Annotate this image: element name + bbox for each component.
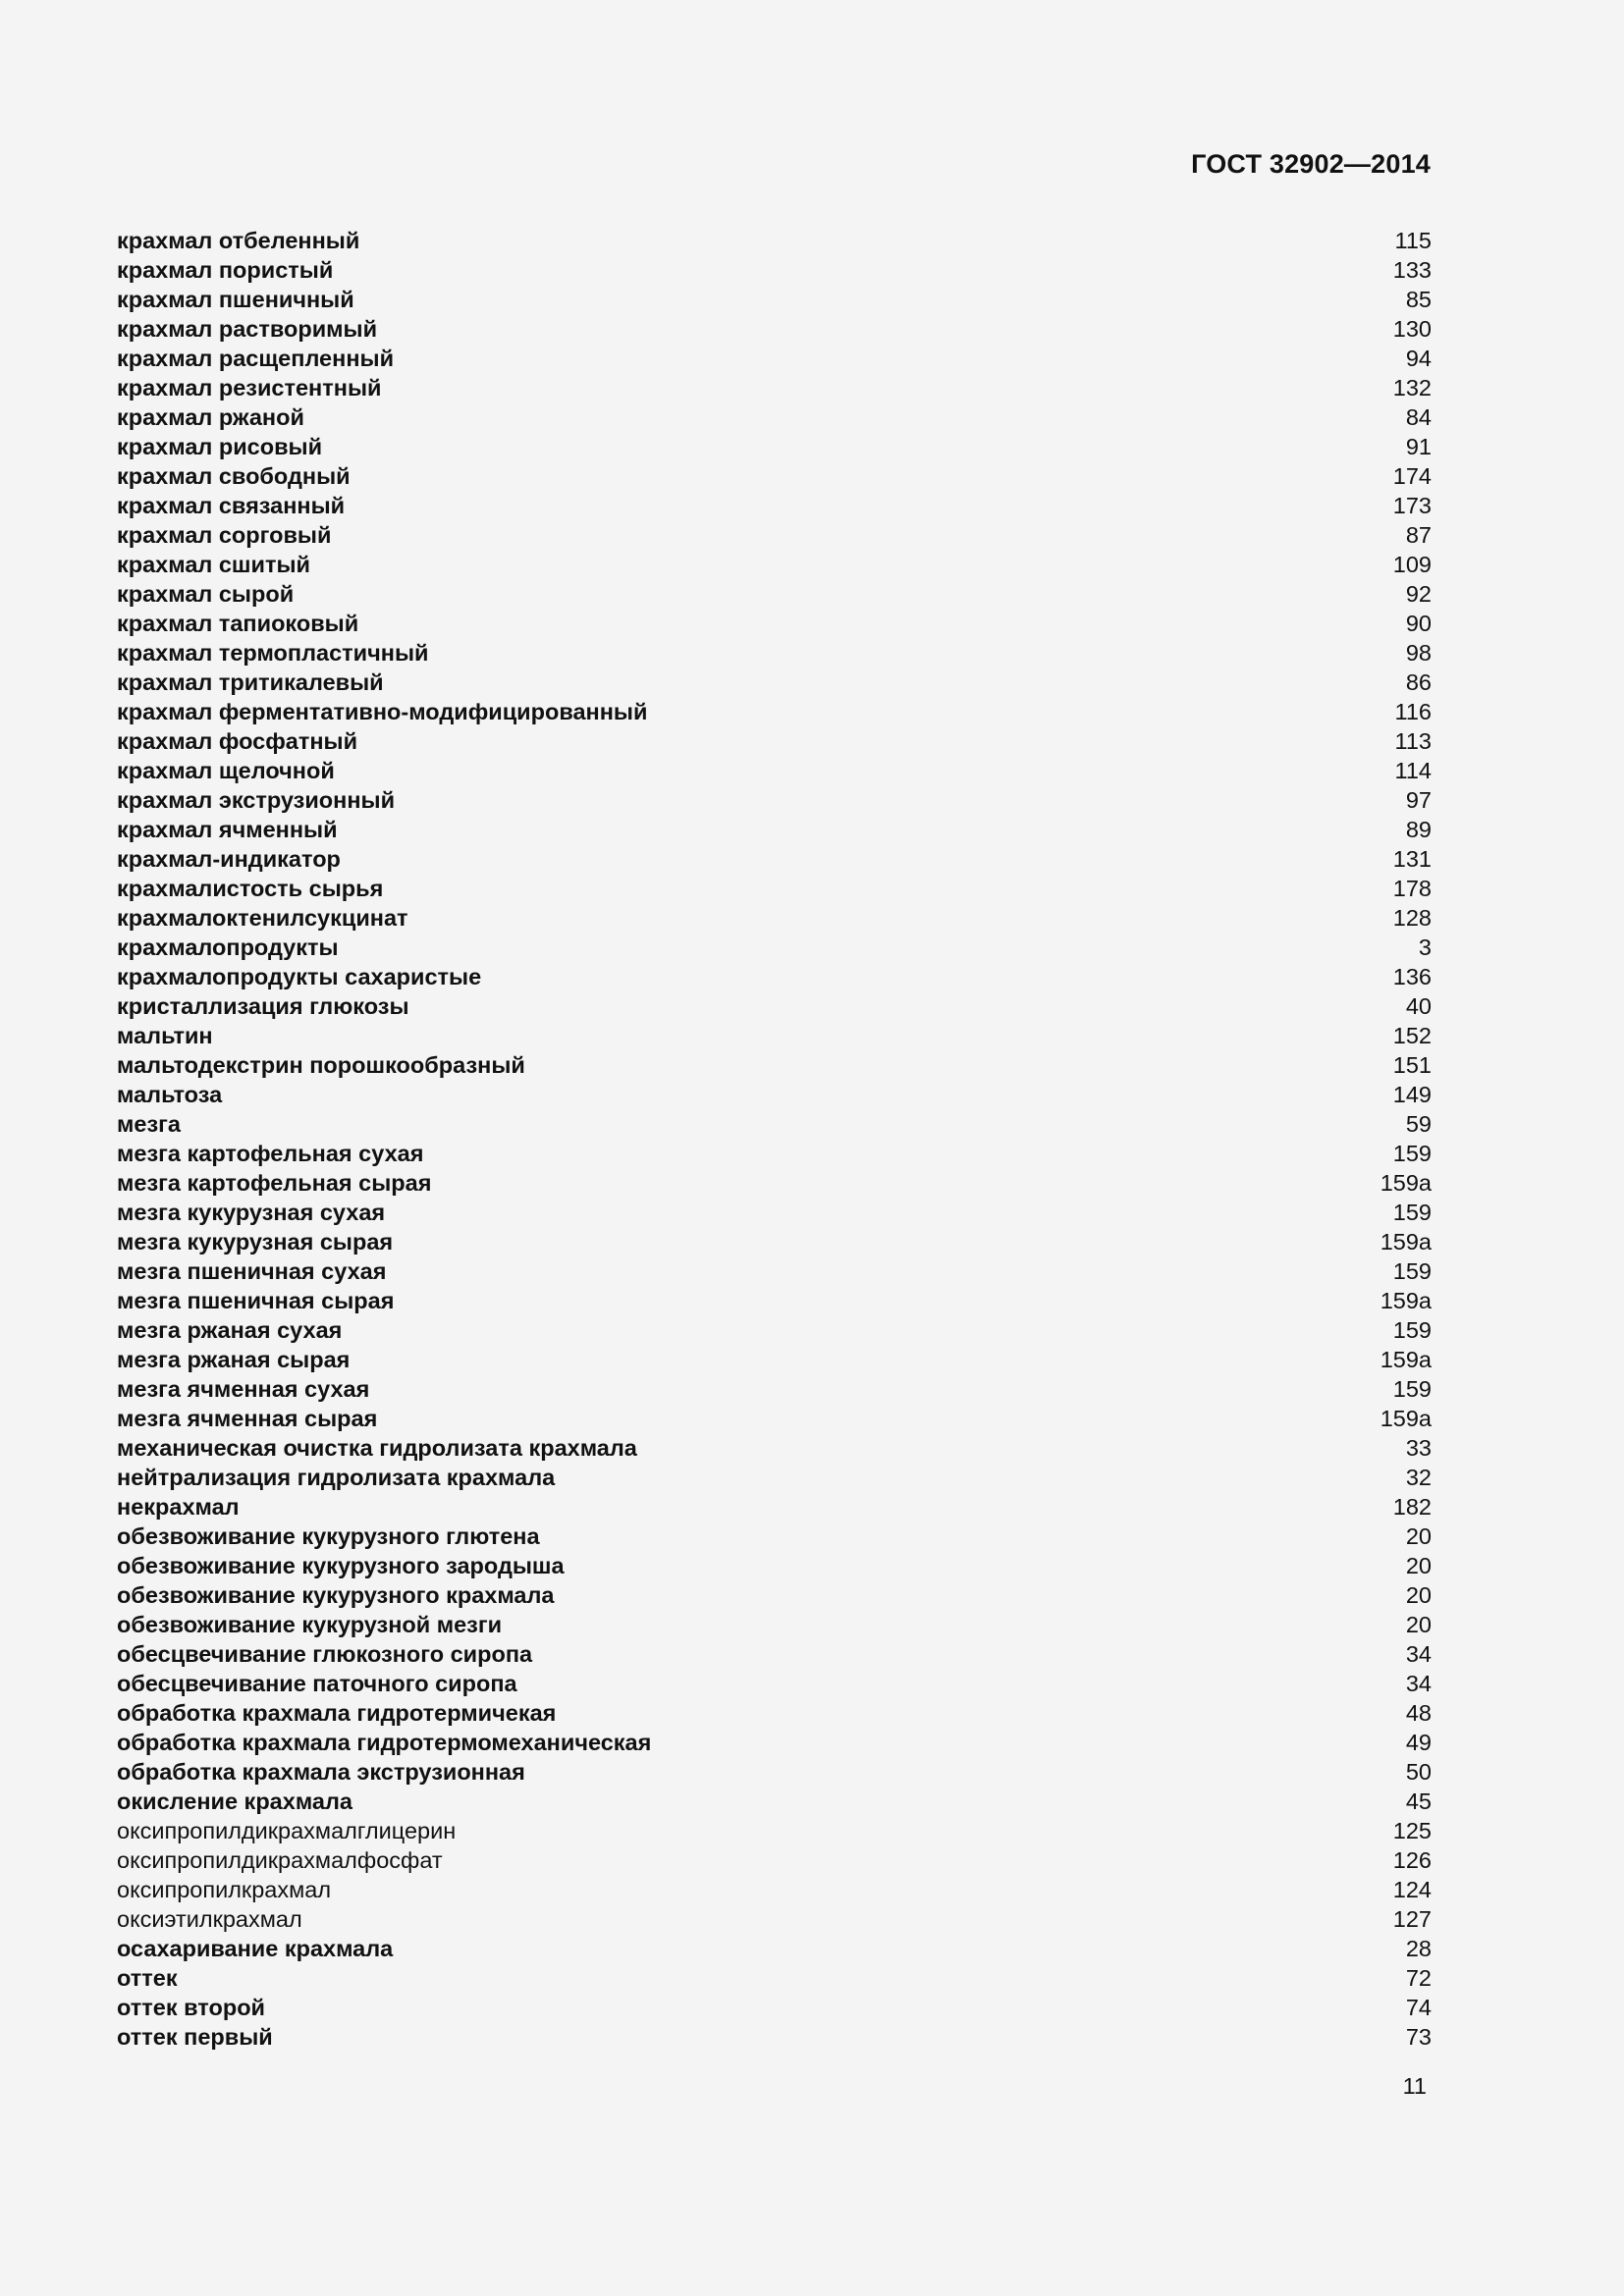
index-term-number: 159 bbox=[1392, 1376, 1432, 1402]
index-term: оксипропилкрахмал bbox=[117, 1877, 332, 1902]
index-term: мальтодекстрин порошкообразный bbox=[117, 1052, 525, 1078]
index-entry bbox=[117, 1315, 1432, 1345]
index-entry bbox=[117, 550, 1432, 579]
index-term: крахмалопродукты bbox=[117, 934, 339, 960]
index-term: крахмал свободный bbox=[117, 463, 351, 489]
index-entry bbox=[117, 520, 1432, 550]
index-term-number: 159 bbox=[1392, 1317, 1432, 1343]
index-term-number: 94 bbox=[1405, 346, 1432, 371]
index-term-number: 182 bbox=[1392, 1494, 1432, 1520]
index-term-number: 48 bbox=[1405, 1700, 1432, 1726]
index-term: обесцвечивание паточного сиропа bbox=[117, 1671, 517, 1696]
index-term: мезга картофельная сырая bbox=[117, 1170, 432, 1196]
index-term: обезвоживание кукурузного крахмала bbox=[117, 1582, 555, 1608]
index-term-number: 159а bbox=[1380, 1229, 1432, 1255]
index-term-number: 92 bbox=[1405, 581, 1432, 607]
index-entry bbox=[117, 1698, 1432, 1728]
index-entry bbox=[117, 991, 1432, 1021]
index-term: крахмалопродукты сахаристые bbox=[117, 964, 482, 989]
index-term-number: 149 bbox=[1392, 1082, 1432, 1107]
index-term-number: 97 bbox=[1405, 787, 1432, 813]
index-term: обезвоживание кукурузного зародыша bbox=[117, 1553, 565, 1578]
index-term-number: 89 bbox=[1405, 817, 1432, 842]
index-entry bbox=[117, 255, 1432, 285]
index-term: крахмал сшитый bbox=[117, 552, 310, 577]
index-term: оттек первый bbox=[117, 2024, 273, 2050]
index-term: крахмалоктенилсукцинат bbox=[117, 905, 408, 931]
index-term: обесцвечивание глюкозного сиропа bbox=[117, 1641, 533, 1667]
index-term: некрахмал bbox=[117, 1494, 240, 1520]
index-term-number: 159а bbox=[1380, 1347, 1432, 1372]
index-term-number: 126 bbox=[1392, 1847, 1432, 1873]
index-term: крахмал-индикатор bbox=[117, 846, 341, 872]
index-entry bbox=[117, 1875, 1432, 1904]
index-term-number: 127 bbox=[1392, 1906, 1432, 1932]
index-term-number: 124 bbox=[1392, 1877, 1432, 1902]
index-term: оттек второй bbox=[117, 1995, 265, 2020]
index-term: обработка крахмала гидротермичекая bbox=[117, 1700, 557, 1726]
index-term: крахмал отбеленный bbox=[117, 228, 360, 253]
index-entry bbox=[117, 1374, 1432, 1404]
index-entry bbox=[117, 1963, 1432, 1993]
index-term: мальтоза bbox=[117, 1082, 223, 1107]
index-term-number: 109 bbox=[1392, 552, 1432, 577]
index-term-number: 73 bbox=[1405, 2024, 1432, 2050]
index-term-number: 91 bbox=[1405, 434, 1432, 459]
index-term-number: 125 bbox=[1392, 1818, 1432, 1843]
index-term-number: 20 bbox=[1405, 1612, 1432, 1637]
index-entry bbox=[117, 933, 1432, 962]
index-entry bbox=[117, 402, 1432, 432]
index-term: оксипропилдикрахмалфосфат bbox=[117, 1847, 443, 1873]
index-term: крахмал ржаной bbox=[117, 404, 304, 430]
index-term: оксиэтилкрахмал bbox=[117, 1906, 302, 1932]
index-term: крахмалистость сырья bbox=[117, 876, 384, 901]
index-entry bbox=[117, 785, 1432, 815]
index-entry bbox=[117, 638, 1432, 667]
index-entry bbox=[117, 1080, 1432, 1109]
index-entry bbox=[117, 1993, 1432, 2022]
index-entry bbox=[117, 697, 1432, 726]
index-term-number: 115 bbox=[1394, 228, 1432, 253]
index-term: обезвоживание кукурузного глютена bbox=[117, 1523, 540, 1549]
index-term: крахмал тритикалевый bbox=[117, 669, 384, 695]
index-entry bbox=[117, 461, 1432, 491]
index-term: крахмал растворимый bbox=[117, 316, 378, 342]
index-entry bbox=[117, 314, 1432, 344]
index-entry bbox=[117, 756, 1432, 785]
index-term: мезга пшеничная сырая bbox=[117, 1288, 395, 1313]
index-entry bbox=[117, 1050, 1432, 1080]
index-term: крахмал тапиоковый bbox=[117, 611, 359, 636]
index-term: мальтин bbox=[117, 1023, 213, 1048]
index-term-number: 178 bbox=[1392, 876, 1432, 901]
index-term: кристаллизация глюкозы bbox=[117, 993, 409, 1019]
index-entry bbox=[117, 962, 1432, 991]
index-term: механическая очистка гидролизата крахмала bbox=[117, 1435, 637, 1461]
index-entry bbox=[117, 1021, 1432, 1050]
index-term-number: 151 bbox=[1392, 1052, 1432, 1078]
index-term-number: 113 bbox=[1394, 728, 1432, 754]
index-term-number: 98 bbox=[1405, 640, 1432, 666]
index-term: крахмал сорговый bbox=[117, 522, 332, 548]
index-term: обработка крахмала экструзионная bbox=[117, 1759, 525, 1785]
index-term: крахмал ферментативно-модифицированный bbox=[117, 699, 648, 724]
index-term-number: 128 bbox=[1392, 905, 1432, 931]
index-term-number: 28 bbox=[1405, 1936, 1432, 1961]
index-term-number: 159 bbox=[1392, 1258, 1432, 1284]
index-term: крахмал ячменный bbox=[117, 817, 338, 842]
index-term-number: 49 bbox=[1405, 1730, 1432, 1755]
index-entry bbox=[117, 1345, 1432, 1374]
index-term: крахмал термопластичный bbox=[117, 640, 429, 666]
index-term-number: 3 bbox=[1418, 934, 1432, 960]
index-entry bbox=[117, 1433, 1432, 1463]
index-entry bbox=[117, 1551, 1432, 1580]
index-term-number: 86 bbox=[1405, 669, 1432, 695]
index-term: крахмал сырой bbox=[117, 581, 295, 607]
index-term: крахмал фосфатный bbox=[117, 728, 358, 754]
index-term-number: 136 bbox=[1392, 964, 1432, 989]
index-term-number: 173 bbox=[1392, 493, 1432, 518]
index-entry bbox=[117, 1580, 1432, 1610]
index-entry bbox=[117, 726, 1432, 756]
index-entry bbox=[117, 1610, 1432, 1639]
index-term: мезга пшеничная сухая bbox=[117, 1258, 387, 1284]
index-entry bbox=[117, 432, 1432, 461]
index-term: крахмал пшеничный bbox=[117, 287, 354, 312]
index-entry bbox=[117, 815, 1432, 844]
index-term-number: 20 bbox=[1405, 1553, 1432, 1578]
index-term-number: 32 bbox=[1405, 1465, 1432, 1490]
index-entry bbox=[117, 844, 1432, 874]
index-term-number: 72 bbox=[1405, 1965, 1432, 1991]
index-entry bbox=[117, 491, 1432, 520]
index-entry bbox=[117, 579, 1432, 609]
index-term: мезга ржаная сухая bbox=[117, 1317, 343, 1343]
index-entry bbox=[117, 2022, 1432, 2052]
index-term-number: 34 bbox=[1405, 1671, 1432, 1696]
index-term-number: 50 bbox=[1405, 1759, 1432, 1785]
index-term-number: 133 bbox=[1392, 257, 1432, 283]
index-entry bbox=[117, 874, 1432, 903]
index-term-number: 90 bbox=[1405, 611, 1432, 636]
index-entry bbox=[117, 1669, 1432, 1698]
index-entry bbox=[117, 285, 1432, 314]
index-term: нейтрализация гидролизата крахмала bbox=[117, 1465, 556, 1490]
index-entry bbox=[117, 1463, 1432, 1492]
index-entry bbox=[117, 1492, 1432, 1522]
index-term: мезга картофельная сухая bbox=[117, 1141, 424, 1166]
index-entry bbox=[117, 344, 1432, 373]
index-entry bbox=[117, 1728, 1432, 1757]
index-entry bbox=[117, 1139, 1432, 1168]
alphabetical-term-index bbox=[117, 226, 1432, 2052]
index-term-number: 84 bbox=[1405, 404, 1432, 430]
index-term: оксипропилдикрахмалглицерин bbox=[117, 1818, 457, 1843]
index-entry bbox=[117, 1934, 1432, 1963]
index-term-number: 159а bbox=[1380, 1288, 1432, 1313]
index-term: крахмал пористый bbox=[117, 257, 334, 283]
index-entry bbox=[117, 1816, 1432, 1845]
index-term: крахмал щелочной bbox=[117, 758, 335, 783]
index-term-number: 40 bbox=[1405, 993, 1432, 1019]
index-entry bbox=[117, 1198, 1432, 1227]
index-term-number: 34 bbox=[1405, 1641, 1432, 1667]
index-term-number: 87 bbox=[1405, 522, 1432, 548]
index-entry bbox=[117, 1639, 1432, 1669]
index-term-number: 45 bbox=[1405, 1789, 1432, 1814]
index-term-number: 20 bbox=[1405, 1582, 1432, 1608]
index-entry bbox=[117, 1109, 1432, 1139]
index-term: обработка крахмала гидротермомеханическая bbox=[117, 1730, 652, 1755]
page-number: 11 bbox=[1402, 2073, 1427, 2099]
index-term-number: 159 bbox=[1392, 1141, 1432, 1166]
index-term: мезга ячменная сухая bbox=[117, 1376, 370, 1402]
index-term: осахаривание крахмала bbox=[117, 1936, 394, 1961]
index-entry bbox=[117, 1404, 1432, 1433]
index-entry bbox=[117, 1904, 1432, 1934]
index-entry bbox=[117, 609, 1432, 638]
index-term-number: 131 bbox=[1392, 846, 1432, 872]
index-term: крахмал рисовый bbox=[117, 434, 323, 459]
index-term-number: 114 bbox=[1394, 758, 1432, 783]
index-term-number: 159а bbox=[1380, 1406, 1432, 1431]
index-term-number: 152 bbox=[1392, 1023, 1432, 1048]
index-term-number: 33 bbox=[1405, 1435, 1432, 1461]
index-term: окисление крахмала bbox=[117, 1789, 352, 1814]
index-term-number: 74 bbox=[1405, 1995, 1432, 2020]
index-term: обезвоживание кукурузной мезги bbox=[117, 1612, 503, 1637]
index-term-number: 20 bbox=[1405, 1523, 1432, 1549]
index-term: мезга bbox=[117, 1111, 181, 1137]
index-entry bbox=[117, 1787, 1432, 1816]
index-entry bbox=[117, 373, 1432, 402]
index-term-number: 85 bbox=[1405, 287, 1432, 312]
document-code-header: ГОСТ 32902—2014 bbox=[1191, 149, 1431, 179]
index-entry bbox=[117, 1227, 1432, 1256]
index-term: крахмал связанный bbox=[117, 493, 346, 518]
index-term-number: 116 bbox=[1394, 699, 1432, 724]
index-term-number: 159 bbox=[1392, 1200, 1432, 1225]
index-entry bbox=[117, 1168, 1432, 1198]
index-term: крахмал расщепленный bbox=[117, 346, 395, 371]
index-term: мезга ячменная сырая bbox=[117, 1406, 378, 1431]
index-term: оттек bbox=[117, 1965, 178, 1991]
index-term-number: 174 bbox=[1392, 463, 1432, 489]
index-term: крахмал резистентный bbox=[117, 375, 382, 400]
index-entry bbox=[117, 667, 1432, 697]
index-entry bbox=[117, 1256, 1432, 1286]
index-entry bbox=[117, 226, 1432, 255]
index-term-number: 159а bbox=[1380, 1170, 1432, 1196]
index-entry bbox=[117, 1757, 1432, 1787]
index-term-number: 130 bbox=[1392, 316, 1432, 342]
index-term: мезга кукурузная сырая bbox=[117, 1229, 394, 1255]
index-term: крахмал экструзионный bbox=[117, 787, 396, 813]
index-entry bbox=[117, 1286, 1432, 1315]
index-term-number: 59 bbox=[1405, 1111, 1432, 1137]
index-term: мезга кукурузная сухая bbox=[117, 1200, 386, 1225]
index-entry bbox=[117, 1845, 1432, 1875]
index-entry bbox=[117, 1522, 1432, 1551]
index-term: мезга ржаная сырая bbox=[117, 1347, 351, 1372]
index-term-number: 132 bbox=[1392, 375, 1432, 400]
index-entry bbox=[117, 903, 1432, 933]
